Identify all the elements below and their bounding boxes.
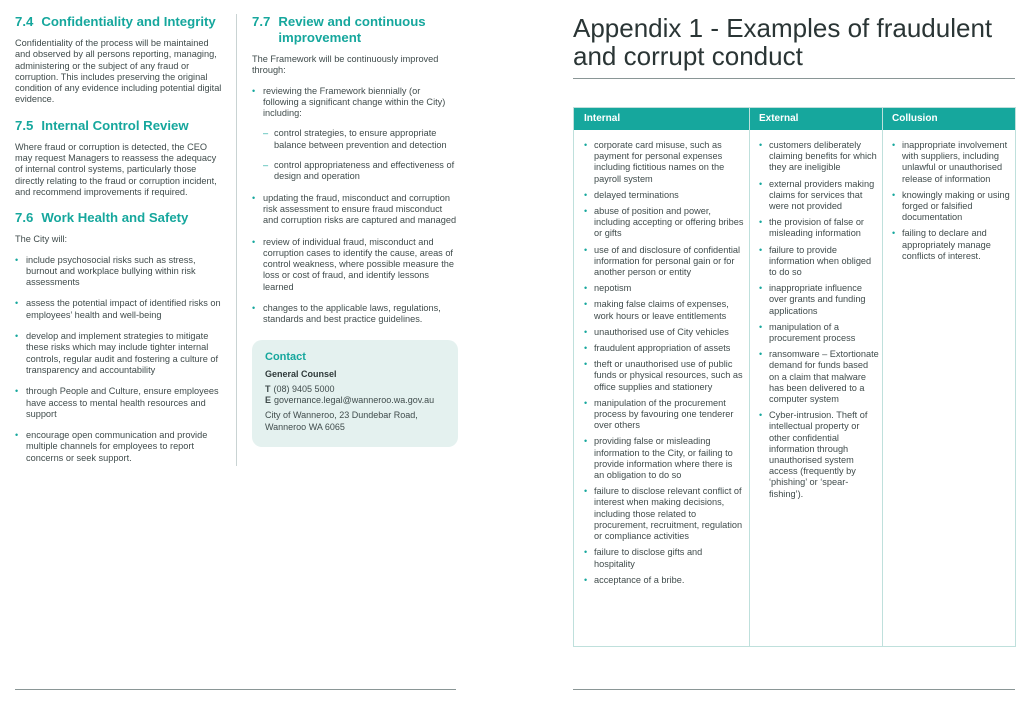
list-item: • acceptance of a bribe. — [582, 575, 744, 586]
list-item: • corporate card misuse, such as payment for personal expenses including fictitious names on the payroll system — [582, 140, 744, 185]
list-item: • external providers making claims for services that were not provided — [757, 179, 879, 213]
section-7-6 — [15, 210, 223, 464]
contact-heading: Contact — [265, 350, 306, 363]
footer-rule-right — [573, 689, 1015, 690]
contact-box — [252, 340, 458, 447]
list-item: • failure to disclose relevant conflict of interest when making decisions, including those related to procurement, recruitment, regulation or compliance activities — [582, 486, 744, 542]
external-list — [757, 140, 879, 500]
left-column-1 — [15, 14, 223, 476]
list-item: • reviewing the Framework biennially (or following a significant change within the City) including: – control strategies, to ensure appropriate balance between prevention and detection – control appropriateness and effectiveness of design and operation — [252, 86, 458, 183]
footer-rule-left — [15, 689, 456, 690]
list-item: • manipulation of a procurement process — [757, 322, 879, 344]
section-intro: The City will: — [15, 234, 68, 245]
fraud-examples-table — [573, 107, 1016, 647]
list-item: • include psychosocial risks such as stress, burnout and workplace bullying within risk assessments — [15, 255, 223, 289]
sub-list-item: – control strategies, to ensure appropriate balance between prevention and detection — [263, 128, 458, 151]
list-item: • assess the potential impact of identified risks on employees’ health and well-being — [15, 298, 223, 321]
list-item: • encourage open communication and provide multiple channels for employees to report concerns or seek support. — [15, 430, 223, 464]
table-header — [574, 108, 1015, 130]
section-heading: 7.6 Work Health and Safety — [15, 210, 189, 226]
section-heading: 7.4 Confidentiality and Integrity — [15, 14, 216, 29]
list-item: • manipulation of the procurement process by favouring one tenderer over others — [582, 398, 744, 432]
list-item: • Cyber-intrusion. Theft of intellectual property or other confidential information through unauthorised system access (frequently by ‘phishing’ or ‘spear-fishing’). — [757, 410, 879, 500]
section-7-4 — [15, 14, 223, 106]
header-external: External — [759, 113, 799, 124]
list-item: • changes to the applicable laws, regulations, standards and best practice guidelines. — [252, 303, 458, 326]
list-item: • the provision of false or misleading information — [757, 217, 879, 239]
column-divider — [749, 108, 750, 646]
list-item: • abuse of position and power, including accepting or offering bribes or gifts — [582, 206, 744, 240]
list-item: • knowingly making or using forged or falsified documentation — [890, 190, 1010, 224]
list-item: • use of and disclosure of confidential information for personal gain or for another person or entity — [582, 245, 744, 279]
column-collusion — [890, 130, 1010, 646]
list-item: • customers deliberately claiming benefits for which they are ineligible — [757, 140, 879, 174]
header-collusion: Collusion — [892, 113, 938, 124]
section-intro: The Framework will be continuously improved through: — [252, 54, 439, 76]
contact-role: General Counsel — [265, 368, 337, 379]
header-internal: Internal — [584, 113, 621, 124]
section-heading: 7.5 Internal Control Review — [15, 117, 189, 133]
list-item: • ransomware – Extortionate demand for funds based on a claim that malware has been delivered to a computer system — [757, 349, 879, 405]
list-item: • failing to declare and appropriately manage conflicts of interest. — [890, 228, 1010, 262]
list-item: • develop and implement strategies to mitigate these risks which may include tighter internal controls, regular audit and fostering a culture of transparency and accountability — [15, 331, 223, 376]
section-body: Where fraud or corruption is detected, the CEO may request Managers to reassess the adequacy of internal control systems, particularly those directly relating to the fraud or corruption incident, and recommend improvements if required. — [15, 141, 217, 197]
section-7-7 — [252, 14, 458, 326]
column-divider — [236, 14, 237, 466]
list-item: • unauthorised use of City vehicles — [582, 327, 744, 338]
bullet-list — [15, 255, 223, 464]
column-external — [757, 130, 879, 646]
list-item: • nepotism — [582, 283, 744, 294]
collusion-list — [890, 140, 1010, 262]
sub-list-item: – control appropriateness and effectiveness of design and operation — [263, 160, 458, 183]
column-internal — [582, 130, 744, 646]
column-divider — [882, 108, 883, 646]
list-item: • providing false or misleading information to the City, or failing to provide information where there is an obligation to do so — [582, 436, 744, 481]
list-item: • updating the fraud, misconduct and corruption risk assessment to ensure fraud misconduct and corruption risks are captured and managed — [252, 193, 458, 227]
list-item: • theft or unauthorised use of public funds or physical resources, such as office supplies and stationery — [582, 359, 744, 393]
list-item: • inappropriate involvement with suppliers, including unlawful or unauthorised release of information — [890, 140, 1010, 185]
contact-address: City of Wanneroo, 23 Dundebar Road, Wanneroo WA 6065 — [265, 410, 418, 432]
internal-list — [582, 140, 744, 586]
page-title: Appendix 1 - Examples of fraudulent and corrupt conduct — [573, 13, 993, 71]
sub-list — [263, 128, 458, 182]
list-item: • failure to disclose gifts and hospitality — [582, 547, 744, 569]
contact-phone: T (08) 9405 5000 — [265, 383, 335, 394]
title-rule — [573, 78, 1015, 79]
list-item: • through People and Culture, ensure employees have access to mental health resources and support — [15, 386, 223, 420]
list-item: • fraudulent appropriation of assets — [582, 343, 744, 354]
left-column-2 — [252, 14, 458, 447]
list-item: • inappropriate influence over grants and funding applications — [757, 283, 879, 317]
list-item: • making false claims of expenses, work hours or leave entitlements — [582, 299, 744, 321]
section-heading: 7.7 Review and continuous improvement — [252, 14, 426, 45]
email-link[interactable]: governance.legal@wanneroo.wa.gov.au — [274, 394, 435, 405]
list-item: • delayed terminations — [582, 190, 744, 201]
list-item: • failure to provide information when obliged to do so — [757, 245, 879, 279]
list-item: • review of individual fraud, misconduct and corruption cases to identify the cause, areas of control weakness, where possible measure the loss or cost of fraud, and identify lessons learned — [252, 237, 458, 293]
section-7-5 — [15, 118, 223, 198]
contact-email: E governance.legal@wanneroo.wa.gov.au — [265, 394, 435, 405]
section-body: Confidentiality of the process will be maintained and observed by all persons reporting, managing, administering or the subject of any fraud or corruption. This includes preserving the original condition of any evidence including potential digital evidence. — [15, 38, 222, 105]
bullet-list — [252, 86, 458, 326]
